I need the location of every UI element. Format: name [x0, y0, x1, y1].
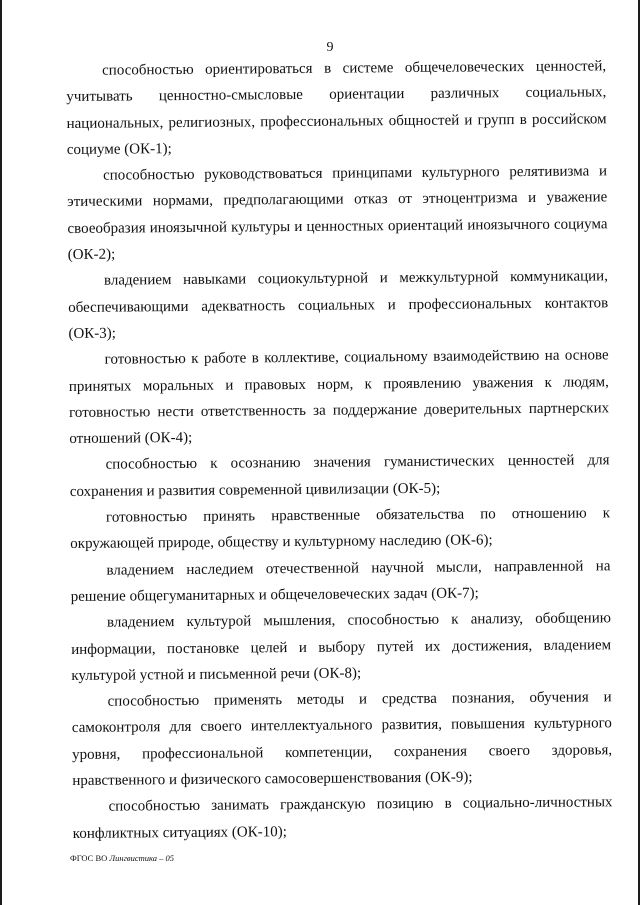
- list-item-ok-3: владением навыками социокультурной и межкультурной коммуникации, обеспечивающими адекватность социальных и профессиональных контактов (ОК-3);: [68, 268, 609, 342]
- footer-text: Лингвистика – 05: [109, 853, 175, 863]
- page-footer: [70, 853, 174, 863]
- list-item-ok-5: способностью к осознанию значения гуманистических ценностей для сохранения и развития современной цивилизации (ОК-5);: [69, 452, 610, 500]
- list-item-ok-6: готовностью принять нравственные обязательства по отношению к окружающей природе, обществу и культурному наследию (ОК-6);: [70, 505, 611, 553]
- list-item-ok-10: способностью занимать гражданскую позицию в социально-личностных конфликтных ситуациях (ОК-10);: [72, 794, 613, 842]
- page-number: 9: [326, 40, 334, 55]
- list-item-ok-4: готовностью к работе в коллективе, социальному взаимодействию на основе принятых моральных и правовых норм, к проявлению уважения к людям, готовностью нести ответственность за поддержание доверительных партнерских отношений (ОК-4);: [68, 347, 610, 448]
- list-item-ok-7: владением наследием отечественной научной мысли, направленной на решение общегуманитарных и общечеловеческих задач (ОК-7);: [70, 557, 611, 605]
- list-item-ok-1: способностью ориентироваться в системе общечеловеческих ценностей, учитывать ценностно-смысловые ориентации различных социальных, национальных, религиозных, профессиональных общностей и групп в российском социуме (ОК-1);: [66, 58, 607, 158]
- footer-prefix: ФГОС ВО: [70, 853, 108, 863]
- list-item-ok-2: способностью руководствоваться принципами культурного релятивизма и этическими нормами, предполагающими отказ от этноцентризма и уважение своеобразия иноязычной культуры и ценностных ориентаций иноязычного социума (ОК-2);: [67, 163, 608, 264]
- competencies-list: [66, 53, 613, 847]
- list-item-ok-8: владением культурой мышления, способностью к анализу, обобщению информации, постановке целей и выбору путей их достижения, владением культурой устной и письменной речи (ОК-8);: [71, 610, 612, 684]
- page-left-edge: [0, 0, 2, 905]
- list-item-ok-9: способностью применять методы и средства познания, обучения и самоконтроля для своего интеллектуального развития, повышения культурного уровня, профессиональной компетенции, сохранения своего здоровья, нравственного и физического самосовершенствования (ОК-9);: [71, 689, 613, 789]
